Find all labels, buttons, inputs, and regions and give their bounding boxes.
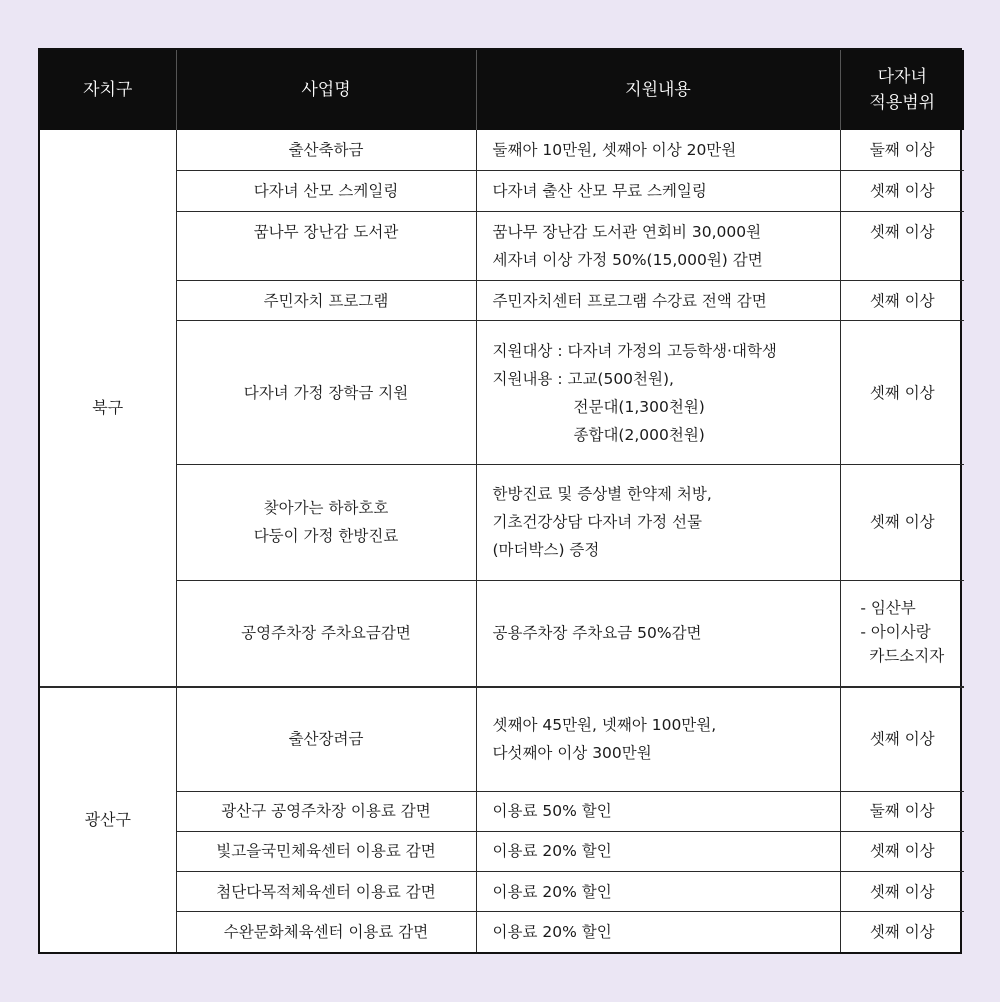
- header-scope: [840, 50, 964, 130]
- district-cell: 광산구: [40, 687, 176, 952]
- content-cell: [476, 465, 840, 581]
- scope-line: 셋째 이상: [869, 842, 935, 861]
- table-row: [40, 130, 964, 170]
- content-line: 이용료 20% 할인: [492, 842, 612, 861]
- program-line: 수완문화체육센터 이용료 감면: [223, 923, 429, 942]
- header-program: 사업명: [176, 50, 476, 130]
- content-line: 둘째아 10만원, 셋째아 이상 20만원: [492, 140, 737, 159]
- table-row: [40, 872, 964, 912]
- program-cell: [176, 130, 476, 170]
- table-row: [40, 281, 964, 321]
- content-cell: [476, 130, 840, 170]
- scope-cell: [840, 130, 964, 170]
- program-line: 다자녀 가정 장학금 지원: [243, 383, 409, 402]
- scope-cell: [840, 872, 964, 912]
- program-line: 다둥이 가정 한방진료: [253, 527, 399, 546]
- content-cell: [476, 281, 840, 321]
- content-line: 이용료 20% 할인: [492, 923, 612, 942]
- program-cell: [176, 170, 476, 211]
- scope-line: - 임산부: [860, 599, 916, 618]
- program-line: 다자녀 산모 스케일링: [253, 181, 399, 200]
- scope-cell: [840, 580, 964, 687]
- scope-line: 셋째 이상: [869, 513, 935, 532]
- scope-cell: [840, 791, 964, 831]
- content-cell: [476, 170, 840, 211]
- content-line: 종합대(2,000천원): [573, 425, 705, 444]
- scope-line: 카드소지자: [869, 647, 945, 666]
- table-row: [40, 321, 964, 465]
- header-content: 지원내용: [476, 50, 840, 130]
- support-table-container: [38, 48, 962, 954]
- scope-cell: [840, 912, 964, 952]
- header-scope-line: 다자녀: [877, 67, 927, 87]
- content-line: 이용료 20% 할인: [492, 882, 612, 901]
- table-body: [40, 130, 964, 952]
- header-row: [40, 50, 964, 130]
- content-line: 전문대(1,300천원): [573, 397, 705, 416]
- program-line: 출산장려금: [288, 730, 364, 749]
- scope-list: [860, 596, 944, 668]
- program-line: 광산구 공영주차장 이용료 감면: [221, 802, 431, 821]
- table-row: [40, 687, 964, 792]
- content-line: 꿈나무 장난감 도서관 연회비 30,000원: [492, 222, 762, 241]
- program-line: 주민자치 프로그램: [263, 291, 389, 310]
- content-line: 한방진료 및 증상별 한약제 처방,: [492, 485, 712, 504]
- scope-line: 셋째 이상: [869, 730, 935, 749]
- program-cell: [176, 281, 476, 321]
- content-line: 다자녀 출산 산모 무료 스케일링: [492, 181, 707, 200]
- content-line: 지원대상 : 다자녀 가정의 고등학생·대학생: [492, 341, 777, 360]
- program-line: 빛고을국민체육센터 이용료 감면: [216, 842, 436, 861]
- table-row: [40, 211, 964, 280]
- program-cell: [176, 465, 476, 581]
- program-cell: [176, 912, 476, 952]
- content-line: 이용료 50% 할인: [492, 802, 612, 821]
- program-cell: [176, 580, 476, 687]
- program-cell: [176, 791, 476, 831]
- scope-cell: [840, 321, 964, 465]
- scope-line: 둘째 이상: [869, 802, 935, 821]
- scope-cell: [840, 170, 964, 211]
- content-line: 셋째아 45만원, 넷째아 100만원,: [492, 716, 717, 735]
- content-cell: [476, 580, 840, 687]
- content-line: 주민자치센터 프로그램 수강료 전액 감면: [492, 291, 767, 310]
- table-row: [40, 831, 964, 871]
- scope-cell: [840, 281, 964, 321]
- program-line: 첨단다목적체육센터 이용료 감면: [216, 882, 436, 901]
- content-cell: [476, 687, 840, 792]
- program-cell: [176, 211, 476, 280]
- table-header: [40, 50, 964, 130]
- content-cell: [476, 872, 840, 912]
- program-line: 공영주차장 주차요금감면: [241, 624, 411, 643]
- scope-line: 셋째 이상: [869, 291, 935, 310]
- scope-cell: [840, 831, 964, 871]
- scope-line: 셋째 이상: [869, 222, 935, 241]
- table-row: [40, 580, 964, 687]
- program-cell: [176, 687, 476, 792]
- content-line: 지원내용 : 고교(500천원),: [492, 369, 674, 388]
- content-line: 세자녀 이상 가정 50%(15,000원) 감면: [492, 250, 763, 269]
- program-cell: [176, 872, 476, 912]
- table-row: [40, 170, 964, 211]
- scope-line: 셋째 이상: [869, 882, 935, 901]
- program-cell: [176, 831, 476, 871]
- scope-cell: [840, 687, 964, 792]
- content-cell: [476, 831, 840, 871]
- table-row: [40, 912, 964, 952]
- program-line: 출산축하금: [288, 140, 364, 159]
- district-cell: 북구: [40, 130, 176, 687]
- content-cell: [476, 791, 840, 831]
- scope-line: 셋째 이상: [869, 923, 935, 942]
- scope-line: 둘째 이상: [869, 140, 935, 159]
- table-row: [40, 465, 964, 581]
- multi-child-support-table: [40, 50, 964, 952]
- program-cell: [176, 321, 476, 465]
- header-district: 자치구: [40, 50, 176, 130]
- content-line: (마더박스) 증정: [492, 541, 600, 560]
- content-line: 기초건강상담 다자녀 가정 선물: [492, 513, 702, 532]
- scope-line: 셋째 이상: [869, 181, 935, 200]
- content-cell: [476, 321, 840, 465]
- content-cell: [476, 211, 840, 280]
- scope-cell: [840, 465, 964, 581]
- scope-line: 셋째 이상: [869, 383, 935, 402]
- program-line: 찾아가는 하하호호: [263, 499, 389, 518]
- scope-cell: [840, 211, 964, 280]
- program-line: 꿈나무 장난감 도서관: [253, 222, 399, 241]
- table-row: [40, 791, 964, 831]
- header-scope-line: 적용범위: [869, 93, 936, 113]
- content-line: 공용주차장 주차요금 50%감면: [492, 624, 702, 643]
- scope-line: - 아이사랑: [860, 623, 931, 642]
- content-cell: [476, 912, 840, 952]
- content-line: 다섯째아 이상 300만원: [492, 744, 652, 763]
